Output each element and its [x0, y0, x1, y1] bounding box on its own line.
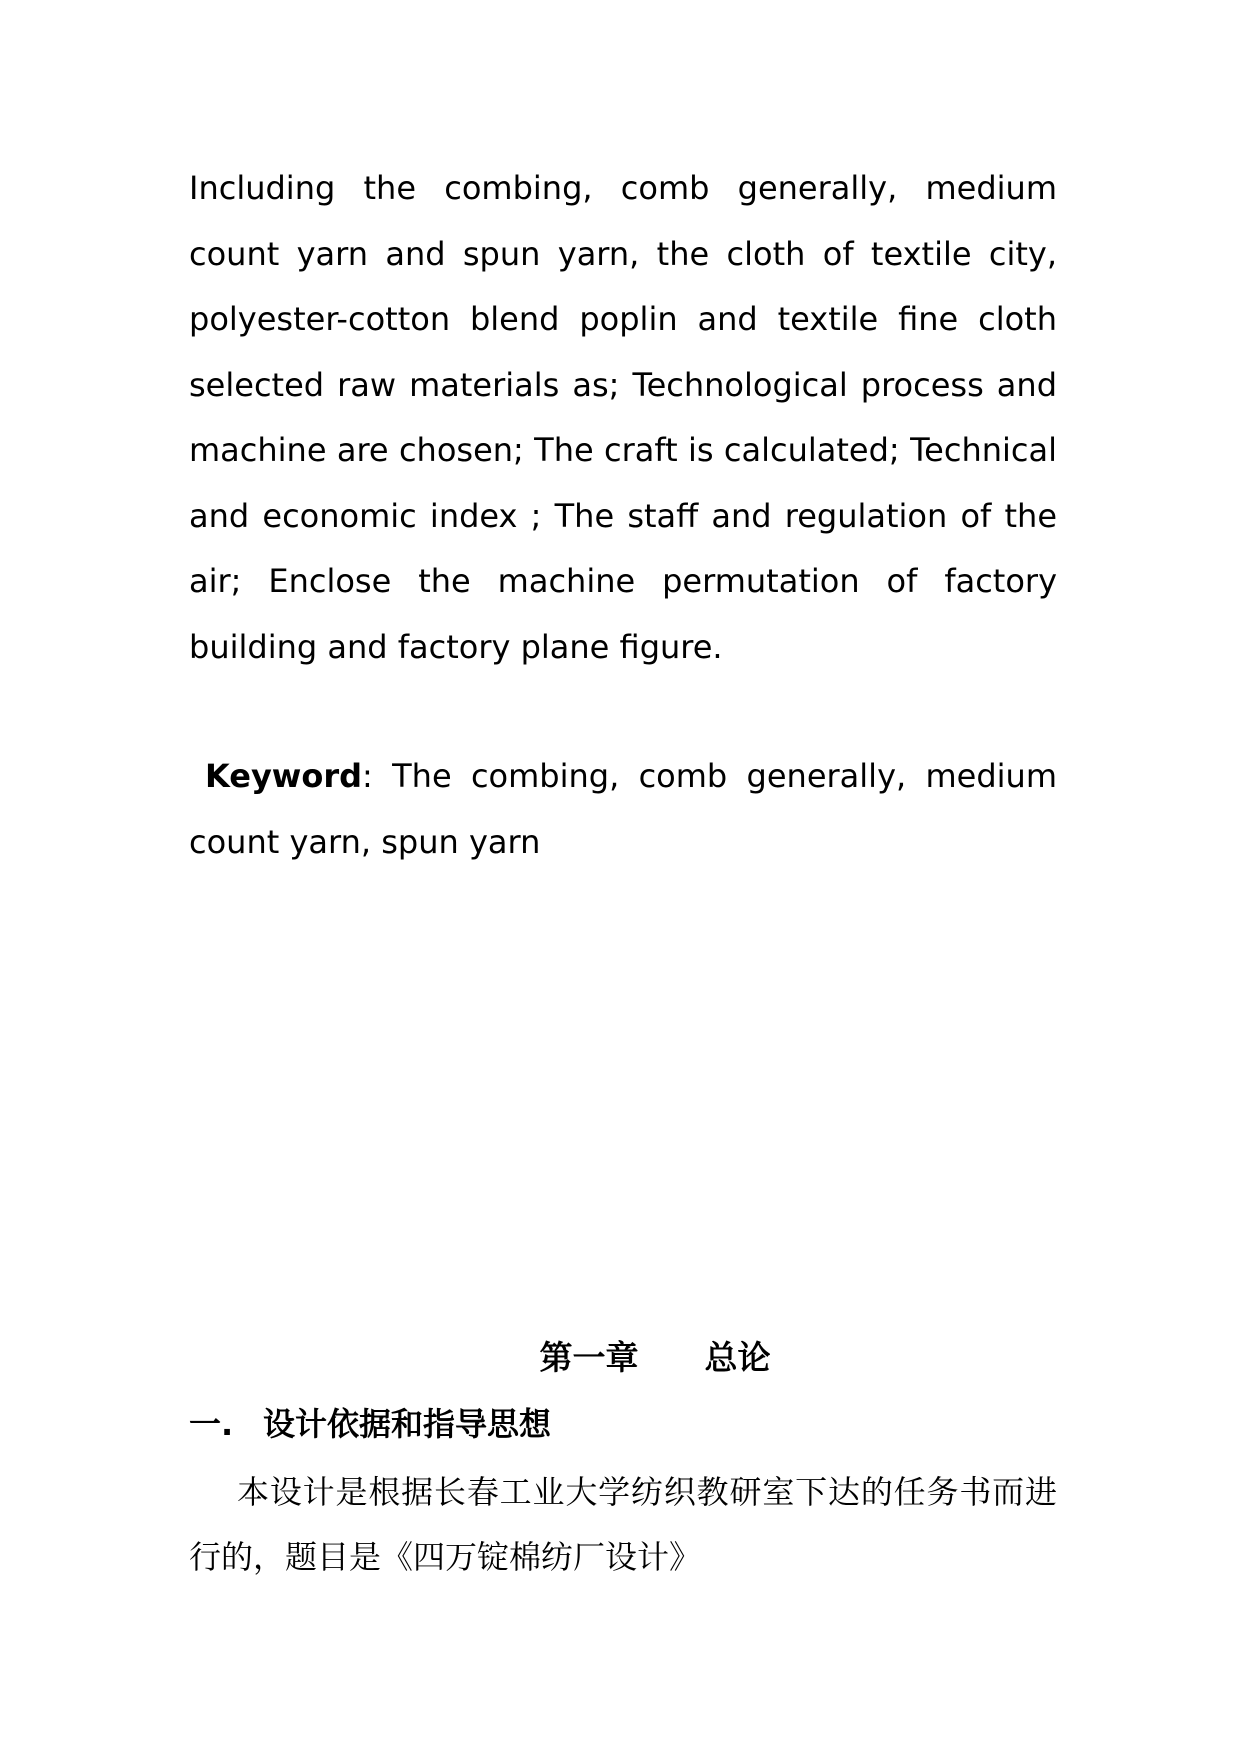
keywords-text: The combing, comb generally, medium count yarn, spun yarn [189, 757, 1057, 861]
body-paragraph: 本设计是根据长春工业大学纺织教研室下达的任务书而进行的，题目是《四万锭棉纺厂设计》 [189, 1473, 1057, 1576]
keywords-paragraph [189, 744, 1057, 875]
chapter-title: 第一章 总论 [539, 1338, 771, 1377]
abstract-paragraph: Including the combing, comb generally, medium count yarn and spun yarn, the cloth of textile city, polyester-cotton blend poplin and textile fine cloth selected raw materials as; Technological process and machine are chosen; The craft is calculated; Technical and economic index ; The staff and regulation of the air; Enclose the machine permutation of factory building and factory plane figure. [189, 169, 1057, 666]
section-number: 一. [189, 1405, 234, 1443]
section-heading [189, 1402, 1057, 1446]
keywords-separator: : [362, 757, 393, 795]
keywords-label: Keyword [205, 757, 363, 795]
section-title: 设计依据和指导思想 [263, 1405, 552, 1443]
